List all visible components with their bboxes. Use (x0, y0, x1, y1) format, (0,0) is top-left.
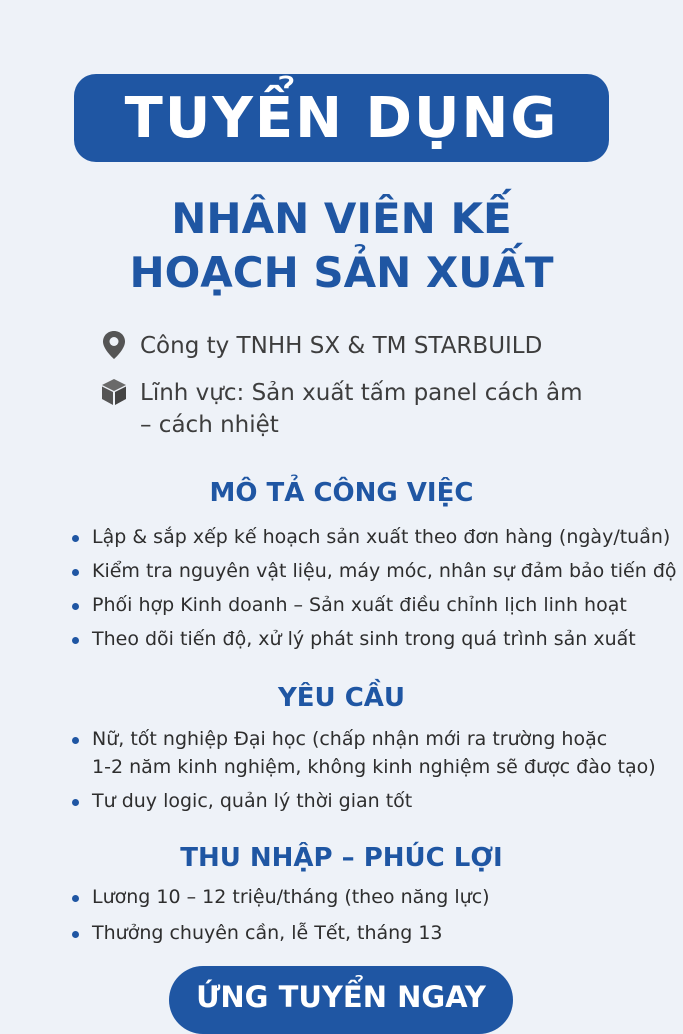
bullet-icon (72, 637, 79, 644)
field-row (100, 377, 582, 441)
list-item: Lương 10 – 12 triệu/tháng (theo năng lực) (70, 883, 490, 911)
field-line-2: – cách nhiệt (140, 412, 279, 438)
list-item: Tư duy logic, quản lý thời gian tốt (70, 787, 656, 815)
list-item: Phối hợp Kinh doanh – Sản xuất điều chỉnh lịch linh hoạt (70, 591, 677, 619)
company-name: Công ty TNHH SX & TM STARBUILD (140, 333, 543, 359)
job-title-line-1: NHÂN VIÊN KẾ (171, 194, 512, 243)
recruitment-banner (74, 74, 609, 162)
requirements-heading: YÊU CẦU (277, 683, 406, 713)
list-item: Lập & sắp xếp kế hoạch sản xuất theo đơn hàng (ngày/tuần) (70, 523, 677, 551)
bullet-icon (72, 931, 79, 938)
bullet-icon (72, 737, 79, 744)
bullet-icon (72, 895, 79, 902)
requirements-list (70, 725, 656, 815)
job-title-line-2: HOẠCH SẢN XUẤT (129, 248, 554, 297)
description-list (70, 523, 677, 653)
apply-now-label: ỨNG TUYỂN NGAY (196, 980, 486, 1014)
list-item: Thưởng chuyên cần, lễ Tết, tháng 13 (70, 919, 490, 947)
job-title (0, 192, 683, 300)
company-row (100, 330, 542, 362)
benefits-list (70, 883, 490, 947)
list-item: Theo dõi tiến độ, xử lý phát sinh trong quá trình sản xuất (70, 625, 677, 653)
location-pin-icon (100, 330, 128, 360)
benefits-heading: THU NHẬP – PHÚC LỢI (180, 843, 503, 873)
list-item: Nữ, tốt nghiệp Đại học (chấp nhận mới ra trường hoặc 1-2 năm kinh nghiệm, không kinh nghiệm sẽ được đào tạo) (70, 725, 656, 781)
bullet-icon (72, 603, 79, 610)
field-line-1: Lĩnh vực: Sản xuất tấm panel cách âm (140, 380, 583, 406)
field-text (140, 377, 582, 441)
bullet-icon (72, 569, 79, 576)
box-icon (100, 377, 128, 407)
description-heading: MÔ TẢ CÔNG VIỆC (209, 478, 474, 508)
bullet-icon (72, 535, 79, 542)
list-item: Kiểm tra nguyên vật liệu, máy móc, nhân sự đảm bảo tiến độ (70, 557, 677, 585)
banner-title: TUYỂN DỤNG (124, 85, 559, 151)
bullet-icon (72, 799, 79, 806)
